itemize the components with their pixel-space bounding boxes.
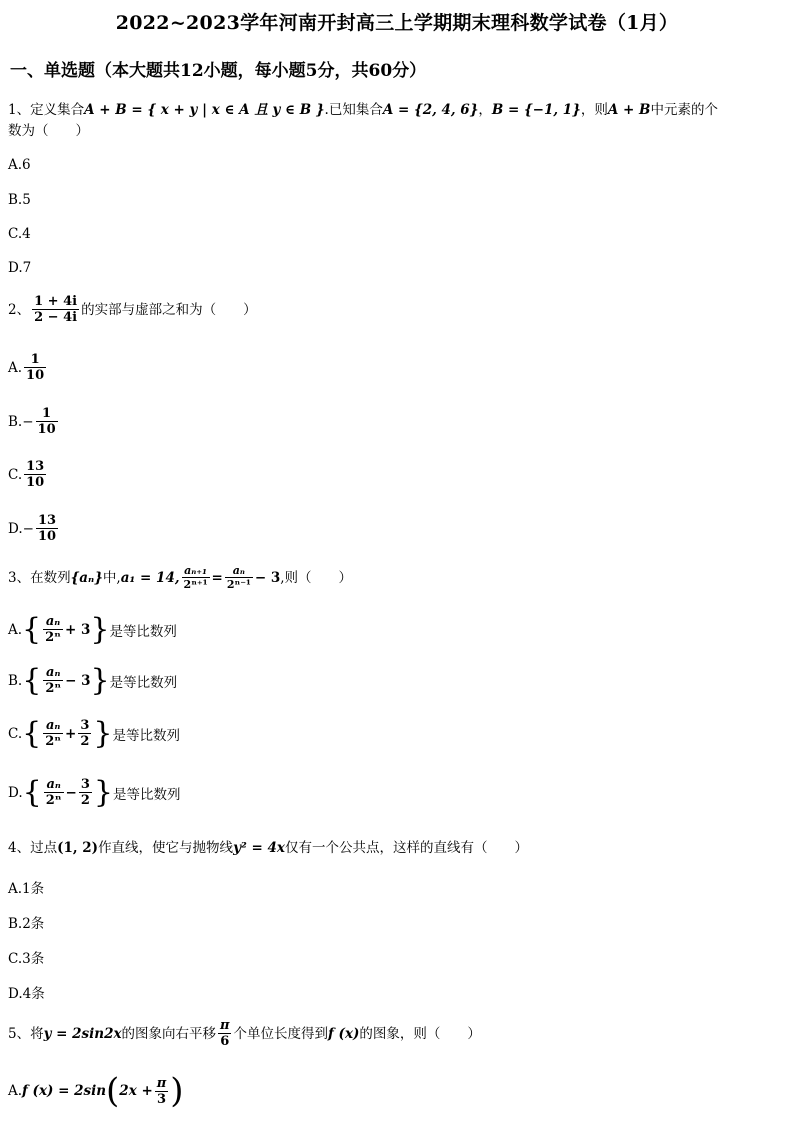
question-number: 4、	[8, 840, 31, 856]
q2-option-d: D.− $\frac{13}{10}$	[8, 513, 57, 544]
exam-title: 2022~2023学年河南开封高三上学期期末理科数学试卷（1月）	[115, 12, 679, 34]
question-number: 3、	[8, 569, 31, 586]
q4-option-b: B.2条	[8, 916, 45, 932]
q4-option-d: D.4条	[8, 986, 45, 1002]
question-1: 1、定义集合A + B = { x + y | x ∈ A 且 y ∈ B }.已知集合A = {2, 4, 6}，B = {−1, 1}，则A + B中元素的个	[8, 102, 718, 118]
q2-option-c: C. $\frac{13}{10}$	[8, 459, 45, 490]
section-heading: 一、单选题（本大题共12小题，每小题5分，共60分）	[10, 61, 427, 81]
question-4: 4、过点(1, 2)作直线，使它与抛物线y² = 4x仅有一个公共点，这样的直线有（ ）	[8, 840, 528, 856]
question-number: 1、	[8, 102, 31, 118]
complex-fraction: $\frac{1 + 4i}{2 - 4i}$	[34, 294, 78, 325]
question-1-line-2: 数为（ ）	[8, 123, 89, 139]
q1-option-c: C.4	[8, 226, 31, 242]
question-2: 2、 $\frac{1 + 4i}{2 - 4i}$ 的实部与虚部之和为（ ）	[8, 294, 257, 325]
q2-option-b: B.− $\frac{1}{10}$	[8, 406, 56, 437]
q3-option-c: C. { $\frac{\text{aₙ}}{\text{2ⁿ}}$ + $\frac{3}{2}$ } 是等比数列	[8, 715, 180, 751]
q1-option-a: A.6	[8, 157, 31, 173]
q3-option-b: B. { $\frac{\text{aₙ}}{\text{2ⁿ}}$ − 3 } 是等比数列	[8, 662, 178, 698]
q3-option-a: A. { $\frac{\text{aₙ}}{\text{2ⁿ}}$ + 3 } 是等比数列	[8, 611, 177, 647]
question-3: 3、 在数列 {aₙ} 中, a₁ = 14, $\frac{\text{aₙ₊₁}}{\text{2ⁿ⁺¹}}$ = $\frac{\text{aₙ}}{\text{2ⁿ⁻¹}}$ − 3 ,则（ ）	[8, 564, 353, 591]
question-number: 5、	[8, 1025, 31, 1042]
q4-option-a: A.1条	[8, 881, 45, 897]
q1-option-b: B.5	[8, 192, 31, 208]
q4-option-c: C.3条	[8, 951, 45, 967]
q1-option-d: D.7	[8, 260, 32, 276]
q5-option-a: A. f (x) = 2sin ( 2x + $\frac{\pi}{3}$ )	[8, 1071, 184, 1111]
question-number: 2、	[8, 301, 31, 318]
q3-option-d: D. { $\frac{\text{aₙ}}{\text{2ⁿ}}$ − $\frac{3}{2}$ } 是等比数列	[8, 774, 181, 810]
question-5: 5、 将 y = 2sin2x 的图象向右平移 $\frac{\pi}{6}$ 个单位长度得到 f (x) 的图象，则（ ）	[8, 1018, 481, 1049]
q2-option-a: A. $\frac{1}{10}$	[8, 352, 45, 383]
